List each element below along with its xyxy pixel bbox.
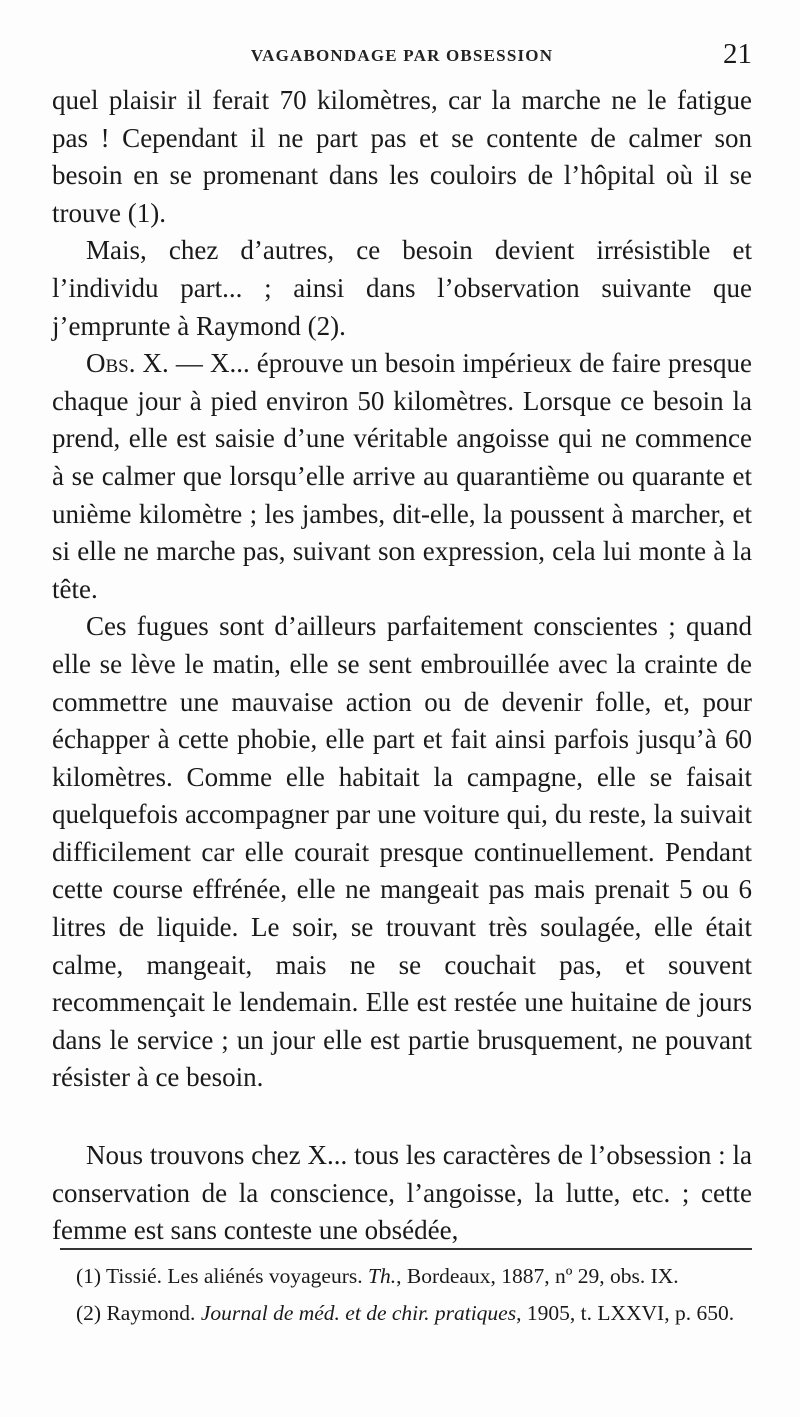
paragraph-continuation: quel plaisir il ferait 70 kilomètres, car la marche ne le fatigue pas ! Cependant il ne part pas et se contente de calmer son besoin en se promenant dans les couloirs de l’hôpital où il se trouve (1). xyxy=(52,85,752,228)
footnote-1-text: (1) Tissié. Les aliénés voyageurs. xyxy=(76,1264,369,1288)
footnotes xyxy=(52,1262,752,1335)
footnote-1-italic: Th. xyxy=(368,1264,397,1288)
footnote-2 xyxy=(52,1299,752,1328)
observation-paragraph xyxy=(52,345,752,608)
running-header xyxy=(52,38,752,72)
observation-label: Obs. X. — xyxy=(86,348,210,379)
footnote-1 xyxy=(52,1262,752,1291)
paragraph-conclusion: Nous trouvons chez X... tous les caractères de l’obsession : la conservation de la conscience, l’angoisse, la lutte, etc. ; cette femme est sans conteste une obsédée, xyxy=(52,1140,752,1246)
page-number: 21 xyxy=(723,38,752,70)
paragraph-gap xyxy=(52,1097,752,1137)
footnote-1-rest: , Bordeaux, 1887, nº 29, obs. IX. xyxy=(396,1264,679,1288)
footnote-2-rest: , 1905, t. LXXVI, p. 650. xyxy=(516,1300,735,1325)
main-text xyxy=(52,82,752,1250)
paragraph-fugues: Ces fugues sont d’ailleurs parfaitement conscientes ; quand elle se lève le matin, elle se sent embrouillée avec la crainte de commettre une mauvaise action ou de devenir folle, et, pour échapper à cette phobie, elle part et fait ainsi parfois jusqu’à 60 kilomètres. Comme elle habitait la campagne, elle se faisait quelquefois accompagner par une voiture qui, du reste, la suivait difficilement car elle courait presque continuellement. Pendant cette course effrénée, elle ne mangeait pas mais prenait 5 ou 6 litres de liquide. Le soir, se trouvant très soulagée, elle était calme, mangeait, mais ne se couchait pas, et souvent recommençait le lendemain. Elle est restée une huitaine de jours dans le service ; un jour elle est partie brusquement, ne pouvant résister à ce besoin. xyxy=(52,611,752,1093)
running-title: VAGABONDAGE PAR OBSESSION xyxy=(250,46,554,65)
paragraph-raymond-intro: Mais, chez d’autres, ce besoin devient irrésistible et l’individu part... ; ainsi dans l’observation suivante que j’emprunte à Raymond (2). xyxy=(52,235,752,341)
footnote-2-text: (2) Raymond. xyxy=(76,1300,201,1325)
footnote-2-italic: Journal de méd. et de chir. pratiques xyxy=(200,1300,517,1325)
observation-text: X... éprouve un besoin impérieux de faire presque chaque jour à pied environ 50 kilomètres. Lorsque ce besoin la prend, elle est saisie d’une véritable angoisse qui ne commence à se calmer que lorsqu’elle arrive au quarantième ou quarante et unième kilomètre ; les jambes, dit-elle, la poussent à marcher, et si elle ne marche pas, suivant son expression, cela lui monte à la tête. xyxy=(52,348,752,604)
footnote-divider xyxy=(60,1248,752,1250)
